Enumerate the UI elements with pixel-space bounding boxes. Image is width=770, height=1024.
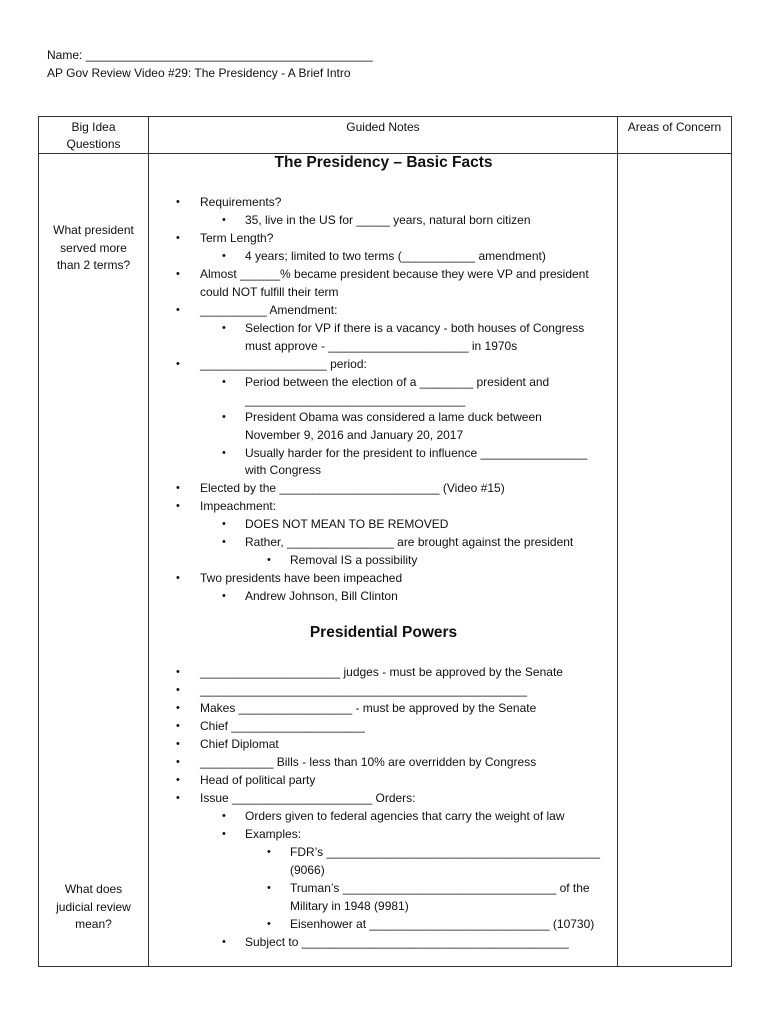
- bullet-icon: •: [222, 447, 226, 459]
- worksheet-title: AP Gov Review Video #29: The Presidency - A Brief Intro: [47, 66, 351, 80]
- col-header-big-idea: Big Idea Questions: [66, 120, 121, 151]
- bullet-icon: •: [176, 666, 180, 678]
- bullet-icon: •: [176, 572, 180, 584]
- note-line: President Obama was considered a lame duck between: [245, 410, 542, 424]
- note-line: Andrew Johnson, Bill Clinton: [245, 589, 398, 603]
- note-line: Term Length?: [200, 231, 274, 245]
- bullet-icon: •: [176, 684, 180, 696]
- bullet-icon: •: [176, 720, 180, 732]
- power-line: (9066): [290, 863, 325, 877]
- bullet-icon: •: [176, 792, 180, 804]
- note-line: 35, live in the US for _____ years, natural born citizen: [245, 213, 531, 227]
- worksheet-header: [47, 46, 373, 82]
- power-line: Examples:: [245, 827, 302, 841]
- note-line: with Congress: [245, 463, 322, 477]
- bullet-icon: •: [267, 918, 271, 930]
- note-line: Selection for VP if there is a vacancy - both houses of Congress: [245, 321, 585, 335]
- bullet-icon: •: [176, 268, 180, 280]
- power-line: Issue _____________________ Orders:: [200, 791, 416, 805]
- bullet-icon: •: [222, 322, 226, 334]
- note-line: could NOT fulfill their term: [200, 285, 339, 299]
- bullet-icon: •: [176, 702, 180, 714]
- note-line: November 9, 2016 and January 20, 2017: [245, 428, 464, 442]
- power-line: ___________ Bills - less than 10% are overridden by Congress: [200, 755, 537, 769]
- bullet-icon: •: [222, 411, 226, 423]
- power-line: _____________________ judges - must be approved by the Senate: [200, 665, 563, 679]
- bullet-icon: •: [176, 738, 180, 750]
- bullet-icon: •: [267, 554, 271, 566]
- bullet-icon: •: [176, 500, 180, 512]
- note-line: Period between the election of a ________ president and: [245, 375, 550, 389]
- power-line: Eisenhower at ___________________________ (10730): [290, 917, 595, 931]
- power-line: Subject to ________________________________________: [245, 935, 569, 949]
- note-line: 4 years; limited to two terms (___________ amendment): [245, 249, 546, 263]
- note-line: Two presidents have been impeached: [200, 571, 403, 585]
- note-line: must approve - _____________________ in 1970s: [245, 339, 518, 353]
- col-header-guided-notes: Guided Notes: [346, 120, 420, 134]
- power-line: FDR’s _________________________________________: [290, 845, 601, 859]
- note-line: Usually harder for the president to influence ________________: [245, 446, 588, 460]
- note-line: DOES NOT MEAN TO BE REMOVED: [245, 517, 449, 531]
- column-divider: [617, 117, 618, 966]
- bullet-icon: •: [176, 196, 180, 208]
- col-header-areas-of-concern: Areas of Concern: [627, 120, 722, 134]
- bullet-icon: •: [222, 214, 226, 226]
- bullet-icon: •: [176, 304, 180, 316]
- power-line: Head of political party: [200, 773, 316, 787]
- note-line: ___________________ period:: [200, 357, 367, 371]
- column-divider: [148, 117, 149, 966]
- bullet-icon: •: [222, 518, 226, 530]
- power-line: Chief ____________________: [200, 719, 365, 733]
- power-line: Chief Diplomat: [200, 737, 279, 751]
- note-line: Requirements?: [200, 195, 282, 209]
- bullet-icon: •: [176, 756, 180, 768]
- question-judicial-review: What does judicial review mean?: [56, 882, 131, 931]
- note-line: Rather, ________________ are brought against the president: [245, 535, 574, 549]
- question-terms: What president served more than 2 terms?: [53, 223, 134, 272]
- section-title-presidential-powers: Presidential Powers: [309, 624, 458, 641]
- bullet-icon: •: [222, 536, 226, 548]
- note-line: Removal IS a possibility: [290, 553, 418, 567]
- power-line: _________________________________________________: [200, 683, 528, 697]
- bullet-icon: •: [176, 232, 180, 244]
- bullet-icon: •: [176, 358, 180, 370]
- power-line: Orders given to federal agencies that carry the weight of law: [245, 809, 565, 823]
- bullet-icon: •: [176, 774, 180, 786]
- bullet-icon: •: [267, 882, 271, 894]
- notes-table: [38, 116, 732, 967]
- bullet-icon: •: [222, 810, 226, 822]
- note-line: Almost ______% became president because they were VP and president: [200, 267, 589, 281]
- note-line: Elected by the ________________________ (Video #15): [200, 481, 505, 495]
- power-line: Makes _________________ - must be approved by the Senate: [200, 701, 537, 715]
- note-line: __________ Amendment:: [200, 303, 338, 317]
- power-line: Truman’s ________________________________ of the: [290, 881, 590, 895]
- section-title-basic-facts: The Presidency – Basic Facts: [274, 154, 493, 171]
- name-line: Name: ___________________________________________: [47, 48, 373, 62]
- note-line: _________________________________: [245, 393, 466, 407]
- power-line: Military in 1948 (9981): [290, 899, 409, 913]
- bullet-icon: •: [222, 828, 226, 840]
- bullet-icon: •: [267, 846, 271, 858]
- bullet-icon: •: [222, 936, 226, 948]
- note-line: Impeachment:: [200, 499, 277, 513]
- bullet-icon: •: [222, 590, 226, 602]
- bullet-icon: •: [176, 482, 180, 494]
- bullet-icon: •: [222, 250, 226, 262]
- bullet-icon: •: [222, 376, 226, 388]
